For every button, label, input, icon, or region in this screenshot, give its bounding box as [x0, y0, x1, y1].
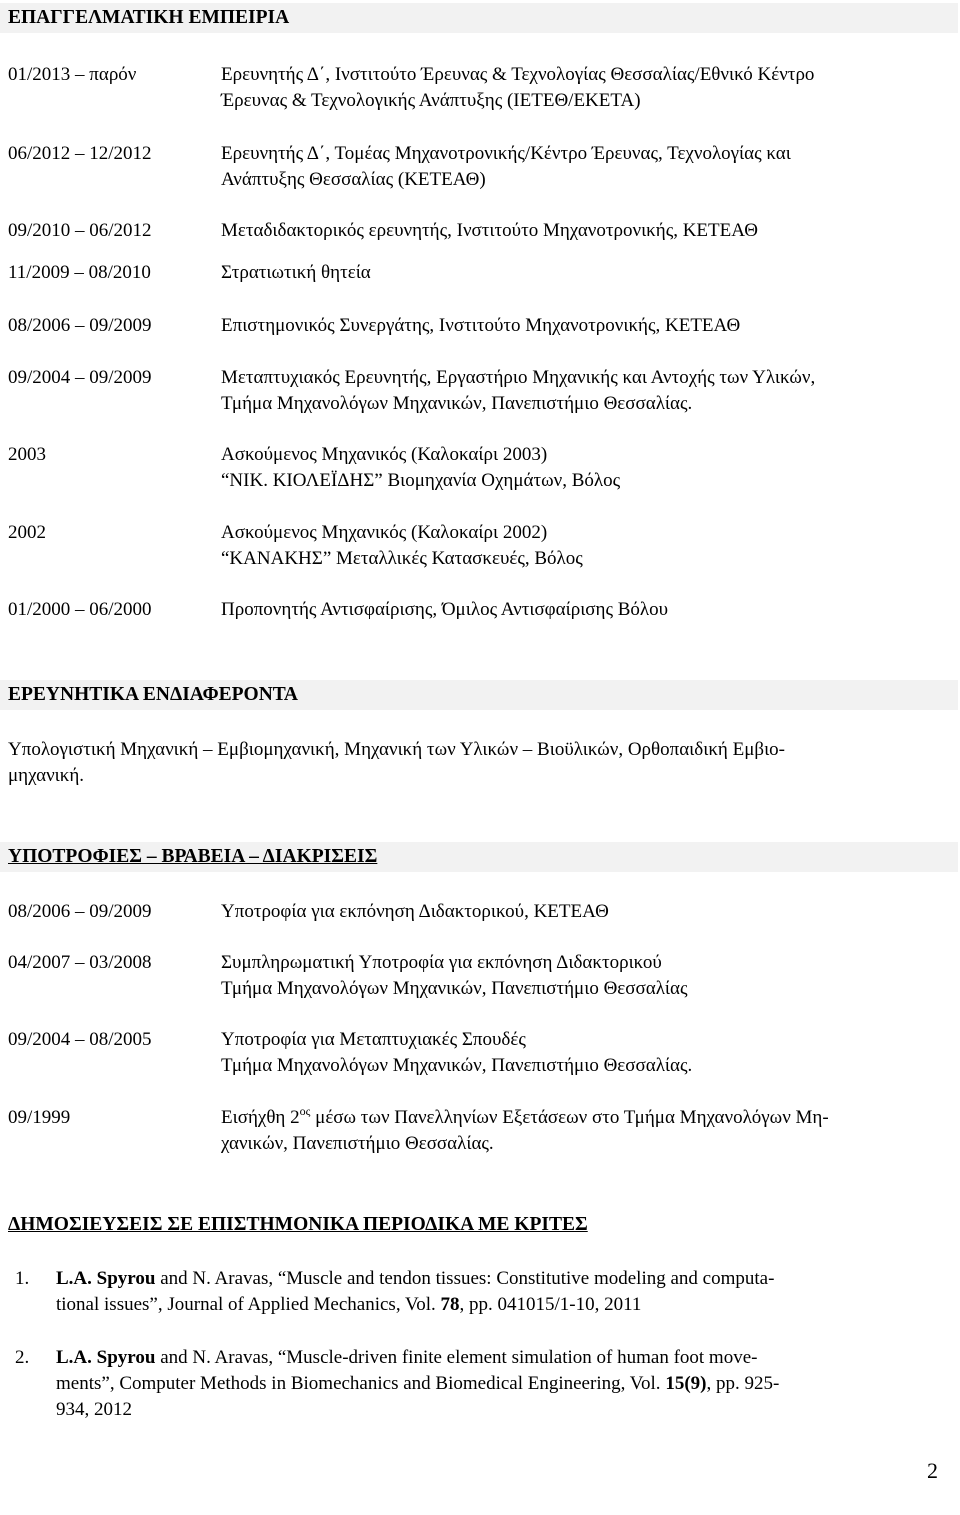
- description-line: Τμήμα Μηχανολόγων Μηχανικών, Πανεπιστήμιο Θεσσαλίας.: [221, 1055, 693, 1076]
- description-line: Προπονητής Αντισφαίρισης, Όμιλος Αντισφαίρισης Βόλου: [221, 599, 669, 620]
- text-segment: and N. Aravas, “Muscle and tendon tissues: Constitutive modeling and computa-: [155, 1268, 775, 1289]
- publication-line: [56, 1292, 936, 1318]
- page-number: 2: [927, 1458, 938, 1483]
- entry-date: 09/2004 – 08/2005: [8, 1029, 152, 1050]
- text-segment: μέσω των Πανελληνίων Εξετάσεων στο Τμήμα Μηχανολόγων Μη-: [310, 1107, 829, 1128]
- entry-date: 04/2007 – 03/2008: [8, 952, 152, 973]
- description-line: Ασκούμενος Μηχανικός (Καλοκαίρι 2003): [221, 444, 548, 465]
- publication-line: [56, 1345, 936, 1371]
- entry-date: 11/2009 – 08/2010: [8, 262, 151, 283]
- volume-number: 78: [440, 1294, 460, 1315]
- entry-date: 2002: [8, 522, 46, 543]
- section-heading-awards: ΥΠΟΤΡΟΦΙΕΣ – ΒΡΑΒΕΙΑ – ΔΙΑΚΡΙΣΕΙΣ: [0, 842, 958, 872]
- description-line: Μεταπτυχιακός Ερευνητής, Εργαστήριο Μηχανικής και Αντοχής των Υλικών,: [221, 367, 816, 388]
- description-line: “ΝΙΚ. ΚΙΟΛΕΪΔΗΣ” Βιομηχανία Οχημάτων, Βόλος: [221, 470, 621, 491]
- publication-line: [56, 1266, 936, 1292]
- publication-number: 1.: [15, 1268, 30, 1289]
- entry-description: [221, 597, 956, 623]
- publication-line: [56, 1371, 936, 1397]
- entry-description: [221, 260, 956, 286]
- publication-text: [56, 1345, 936, 1423]
- entry-date: 09/2010 – 06/2012: [8, 220, 152, 241]
- entry-date: 09/1999: [8, 1107, 71, 1128]
- text-segment: Εισήχθη 2: [221, 1107, 300, 1128]
- entry-description: [221, 1105, 956, 1157]
- description-line: Τμήμα Μηχανολόγων Μηχανικών, Πανεπιστήμιο Θεσσαλίας.: [221, 393, 693, 414]
- description-line: Συμπληρωματική Υποτροφία για εκπόνηση Διδακτορικού: [221, 952, 662, 973]
- publication-text: [56, 1266, 936, 1318]
- author-name: L.A. Spyrou: [56, 1347, 156, 1368]
- entry-description: [221, 442, 956, 494]
- paragraph-line: μηχανική.: [8, 765, 85, 786]
- entry-date: 09/2004 – 09/2009: [8, 367, 152, 388]
- entry-date: 01/2000 – 06/2000: [8, 599, 152, 620]
- text-segment: ments”, Computer Methods in Biomechanics and Biomedical Engineering, Vol.: [56, 1373, 666, 1394]
- description-line: Στρατιωτική θητεία: [221, 262, 371, 283]
- description-line: Μεταδιδακτορικός ερευνητής, Ινστιτούτο Μηχανοτρονικής, ΚΕΤΕΑΘ: [221, 220, 758, 241]
- entry-description: [221, 899, 956, 925]
- section-heading-experience: ΕΠΑΓΓΕΛΜΑΤΙΚΗ ΕΜΠΕΙΡΙΑ: [0, 3, 958, 33]
- text-segment: , pp. 925-: [706, 1373, 780, 1394]
- description-line: χανικών, Πανεπιστήμιο Θεσσαλίας.: [221, 1133, 494, 1154]
- research-interests-text: [8, 737, 958, 789]
- text-segment: , pp. 041015/1-10, 2011: [459, 1294, 642, 1315]
- section-heading-research: ΕΡΕΥΝΗΤΙΚΑ ΕΝΔΙΑΦΕΡΟΝΤΑ: [0, 680, 958, 710]
- entry-date: 06/2012 – 12/2012: [8, 143, 152, 164]
- entry-date: 2003: [8, 444, 46, 465]
- description-line: Τμήμα Μηχανολόγων Μηχανικών, Πανεπιστήμιο Θεσσαλίας: [221, 978, 688, 999]
- entry-description: [221, 62, 956, 114]
- entry-description: [221, 950, 956, 1002]
- entry-date: 01/2013 – παρόν: [8, 64, 137, 85]
- entry-date: 08/2006 – 09/2009: [8, 315, 152, 336]
- ordinal-superscript: ος: [299, 1104, 311, 1118]
- entry-description: [221, 218, 956, 244]
- publication-number: 2.: [15, 1347, 30, 1368]
- entry-description: [221, 1027, 956, 1079]
- description-line: “ΚΑΝΑΚΗΣ” Μεταλλικές Κατασκευές, Βόλος: [221, 548, 583, 569]
- paragraph-line: Υπολογιστική Μηχανική – Εμβιομηχανική, Μηχανική των Υλικών – Βιοϋλικών, Ορθοπαιδική Εμβιο-: [8, 739, 786, 760]
- description-line: Ερευνητής Δ΄, Ινστιτούτο Έρευνας & Τεχνολογίας Θεσσαλίας/Εθνικό Κέντρο: [221, 64, 815, 85]
- entry-date: 08/2006 – 09/2009: [8, 901, 152, 922]
- description-line: Ερευνητής Δ΄, Τομέας Μηχανοτρονικής/Κέντρο Έρευνας, Τεχνολογίας και: [221, 143, 791, 164]
- description-line: Επιστημονικός Συνεργάτης, Ινστιτούτο Μηχανοτρονικής, ΚΕΤΕΑΘ: [221, 315, 741, 336]
- description-line: Έρευνας & Τεχνολογικής Ανάπτυξης (ΙΕΤΕΘ/ΕΚΕΤΑ): [221, 90, 641, 111]
- publication-line: 934, 2012: [56, 1399, 132, 1420]
- entry-description: [221, 141, 956, 193]
- author-name: L.A. Spyrou: [56, 1268, 156, 1289]
- entry-description: [221, 365, 956, 417]
- description-line: [221, 1105, 956, 1131]
- volume-number: 15(9): [665, 1373, 707, 1394]
- entry-description: [221, 313, 956, 339]
- section-heading-publications: ΔΗΜΟΣΙΕΥΣΕΙΣ ΣΕ ΕΠΙΣΤΗΜΟΝΙΚΑ ΠΕΡΙΟΔΙΚΑ ΜΕ ΚΡΙΤΕΣ: [0, 1210, 958, 1240]
- description-line: Ανάπτυξης Θεσσαλίας (ΚΕΤΕΑΘ): [221, 169, 486, 190]
- description-line: Υποτροφία για εκπόνηση Διδακτορικού, ΚΕΤΕΑΘ: [221, 901, 609, 922]
- text-segment: tional issues”, Journal of Applied Mechanics, Vol.: [56, 1294, 441, 1315]
- text-segment: and N. Aravas, “Muscle-driven finite element simulation of human foot move-: [155, 1347, 758, 1368]
- description-line: Ασκούμενος Μηχανικός (Καλοκαίρι 2002): [221, 522, 548, 543]
- description-line: Υποτροφία για Μεταπτυχιακές Σπουδές: [221, 1029, 526, 1050]
- entry-description: [221, 520, 956, 572]
